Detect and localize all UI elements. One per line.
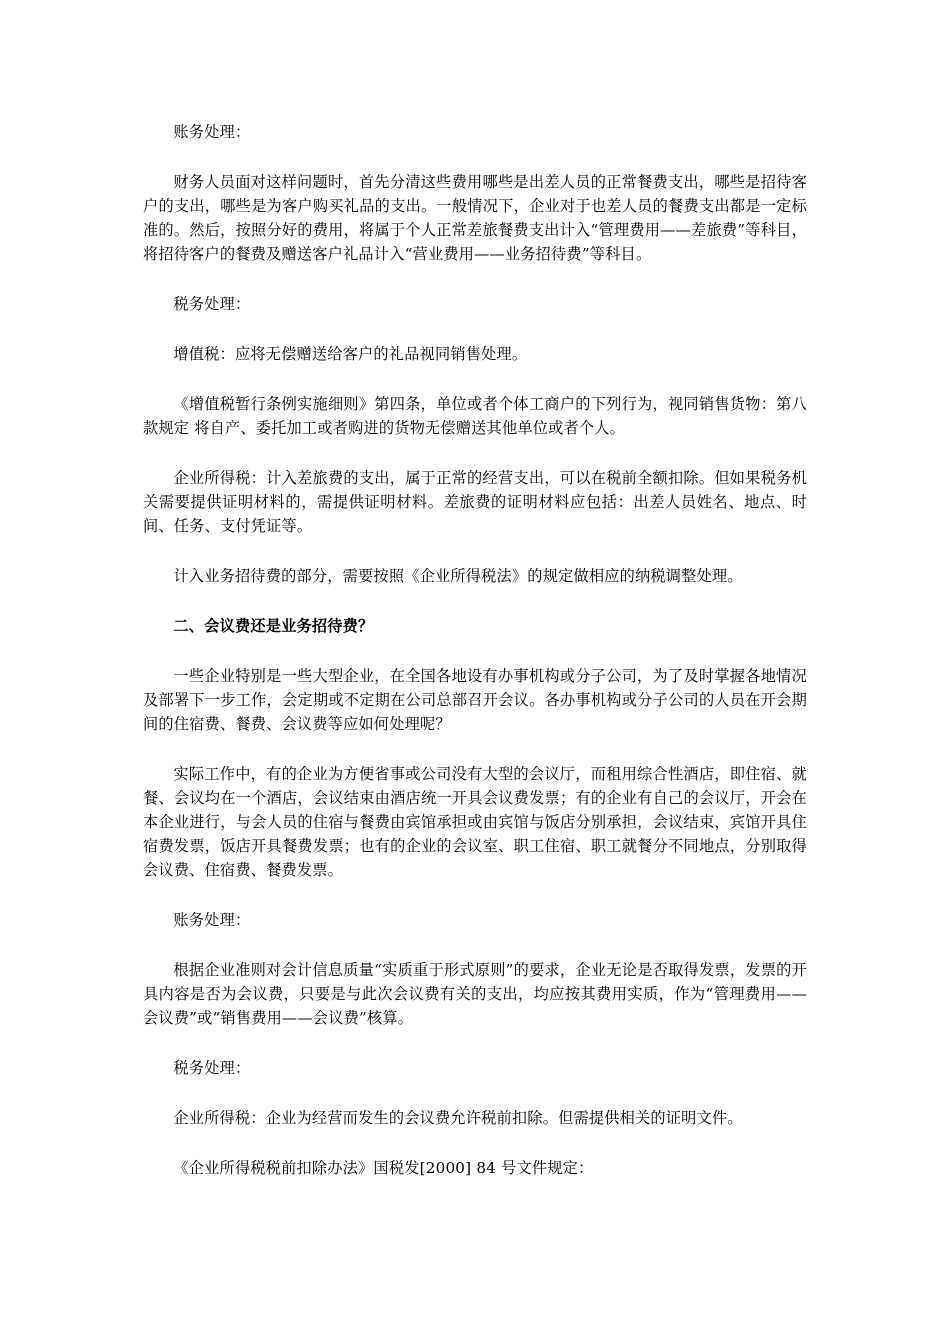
section-heading-meeting-fee: 二、会议费还是业务招待费？: [173, 617, 374, 635]
paragraph-deduction-rule: 《企业所得税税前扣除办法》国税发[2000] 84 号文件规定：: [173, 1159, 594, 1177]
paragraph-meeting-income-tax: 企业所得税：企业为经营而发生的会议费允许税前扣除。但需提供相关的证明文件。: [173, 1109, 743, 1127]
paragraph-tax-label-2: 税务处理：: [173, 1059, 251, 1077]
paragraph-income-tax-travel: 企业所得税：计入差旅费的支出，属于正常的经营支出，可以在税前全额扣除。但如果税务机关需要提供证明材料的，需提供证明材料。差旅费的证明材料应包括：出差人员姓名、地点、时间、任务、支付凭证等。: [143, 469, 807, 535]
paragraph-vat-regulation: 《增值税暂行条例实施细则》第四条，单位或者个体工商户的下列行为，视同销售货物：第八款规定 将自产、委托加工或者购进的货物无偿赠送其他单位或者个人。: [143, 395, 807, 437]
document-body: [143, 120, 807, 1206]
paragraph-vat: 增值税：应将无偿赠送给客户的礼品视同销售处理。: [173, 345, 528, 363]
paragraph-accounting-label-2: 账务处理：: [173, 911, 251, 929]
paragraph-meeting-practice: 实际工作中，有的企业为方便省事或公司没有大型的会议厅，而租用综合性酒店，即住宿、就餐、会议均在一个酒店，会议结束由酒店统一开具会议费发票；有的企业有自己的会议厅，开会在本企业进行，与会人员的住宿与餐费由宾馆承担或由宾馆与饭店分别承担，会议结束，宾馆开具住宿费发票，饭店开具餐费发票；也有的企业的会议室、职工住宿、职工就餐分不同地点，分别取得会议费、住宿费、餐费发票。: [143, 765, 807, 879]
paragraph-meeting-intro: 一些企业特别是一些大型企业，在全国各地设有办事机构或分子公司，为了及时掌握各地情况及部署下一步工作，会定期或不定期在公司总部召开会议。各办事机构或分子公司的人员在开会期间的住宿费、餐费、会议费等应如何处理呢？: [143, 667, 807, 733]
paragraph-tax-label-1: 税务处理：: [173, 295, 251, 313]
paragraph-entertainment-adjustment: 计入业务招待费的部分，需要按照《企业所得税法》的规定做相应的纳税调整处理。: [173, 567, 743, 585]
paragraph-accounting-label-1: 账务处理：: [173, 123, 251, 141]
paragraph-meeting-accounting: 根据企业准则对会计信息质量“实质重于形式原则”的要求，企业无论是否取得发票，发票的开具内容是否为会议费，只要是与此次会议费有关的支出，均应按其费用实质，作为“管理费用——会议费”或“销售费用——会议费”核算。: [143, 961, 807, 1027]
paragraph-travel-expense-accounting: 财务人员面对这样问题时，首先分清这些费用哪些是出差人员的正常餐费支出，哪些是招待客户的支出，哪些是为客户购买礼品的支出。一般情况下，企业对于也差人员的餐费支出都是一定标准的。然后，按照分好的费用，将属于个人正常差旅餐费支出计入“管理费用——差旅费”等科目，将招待客户的餐费及赠送客户礼品计入“营业费用——业务招待费”等科目。: [143, 173, 807, 263]
